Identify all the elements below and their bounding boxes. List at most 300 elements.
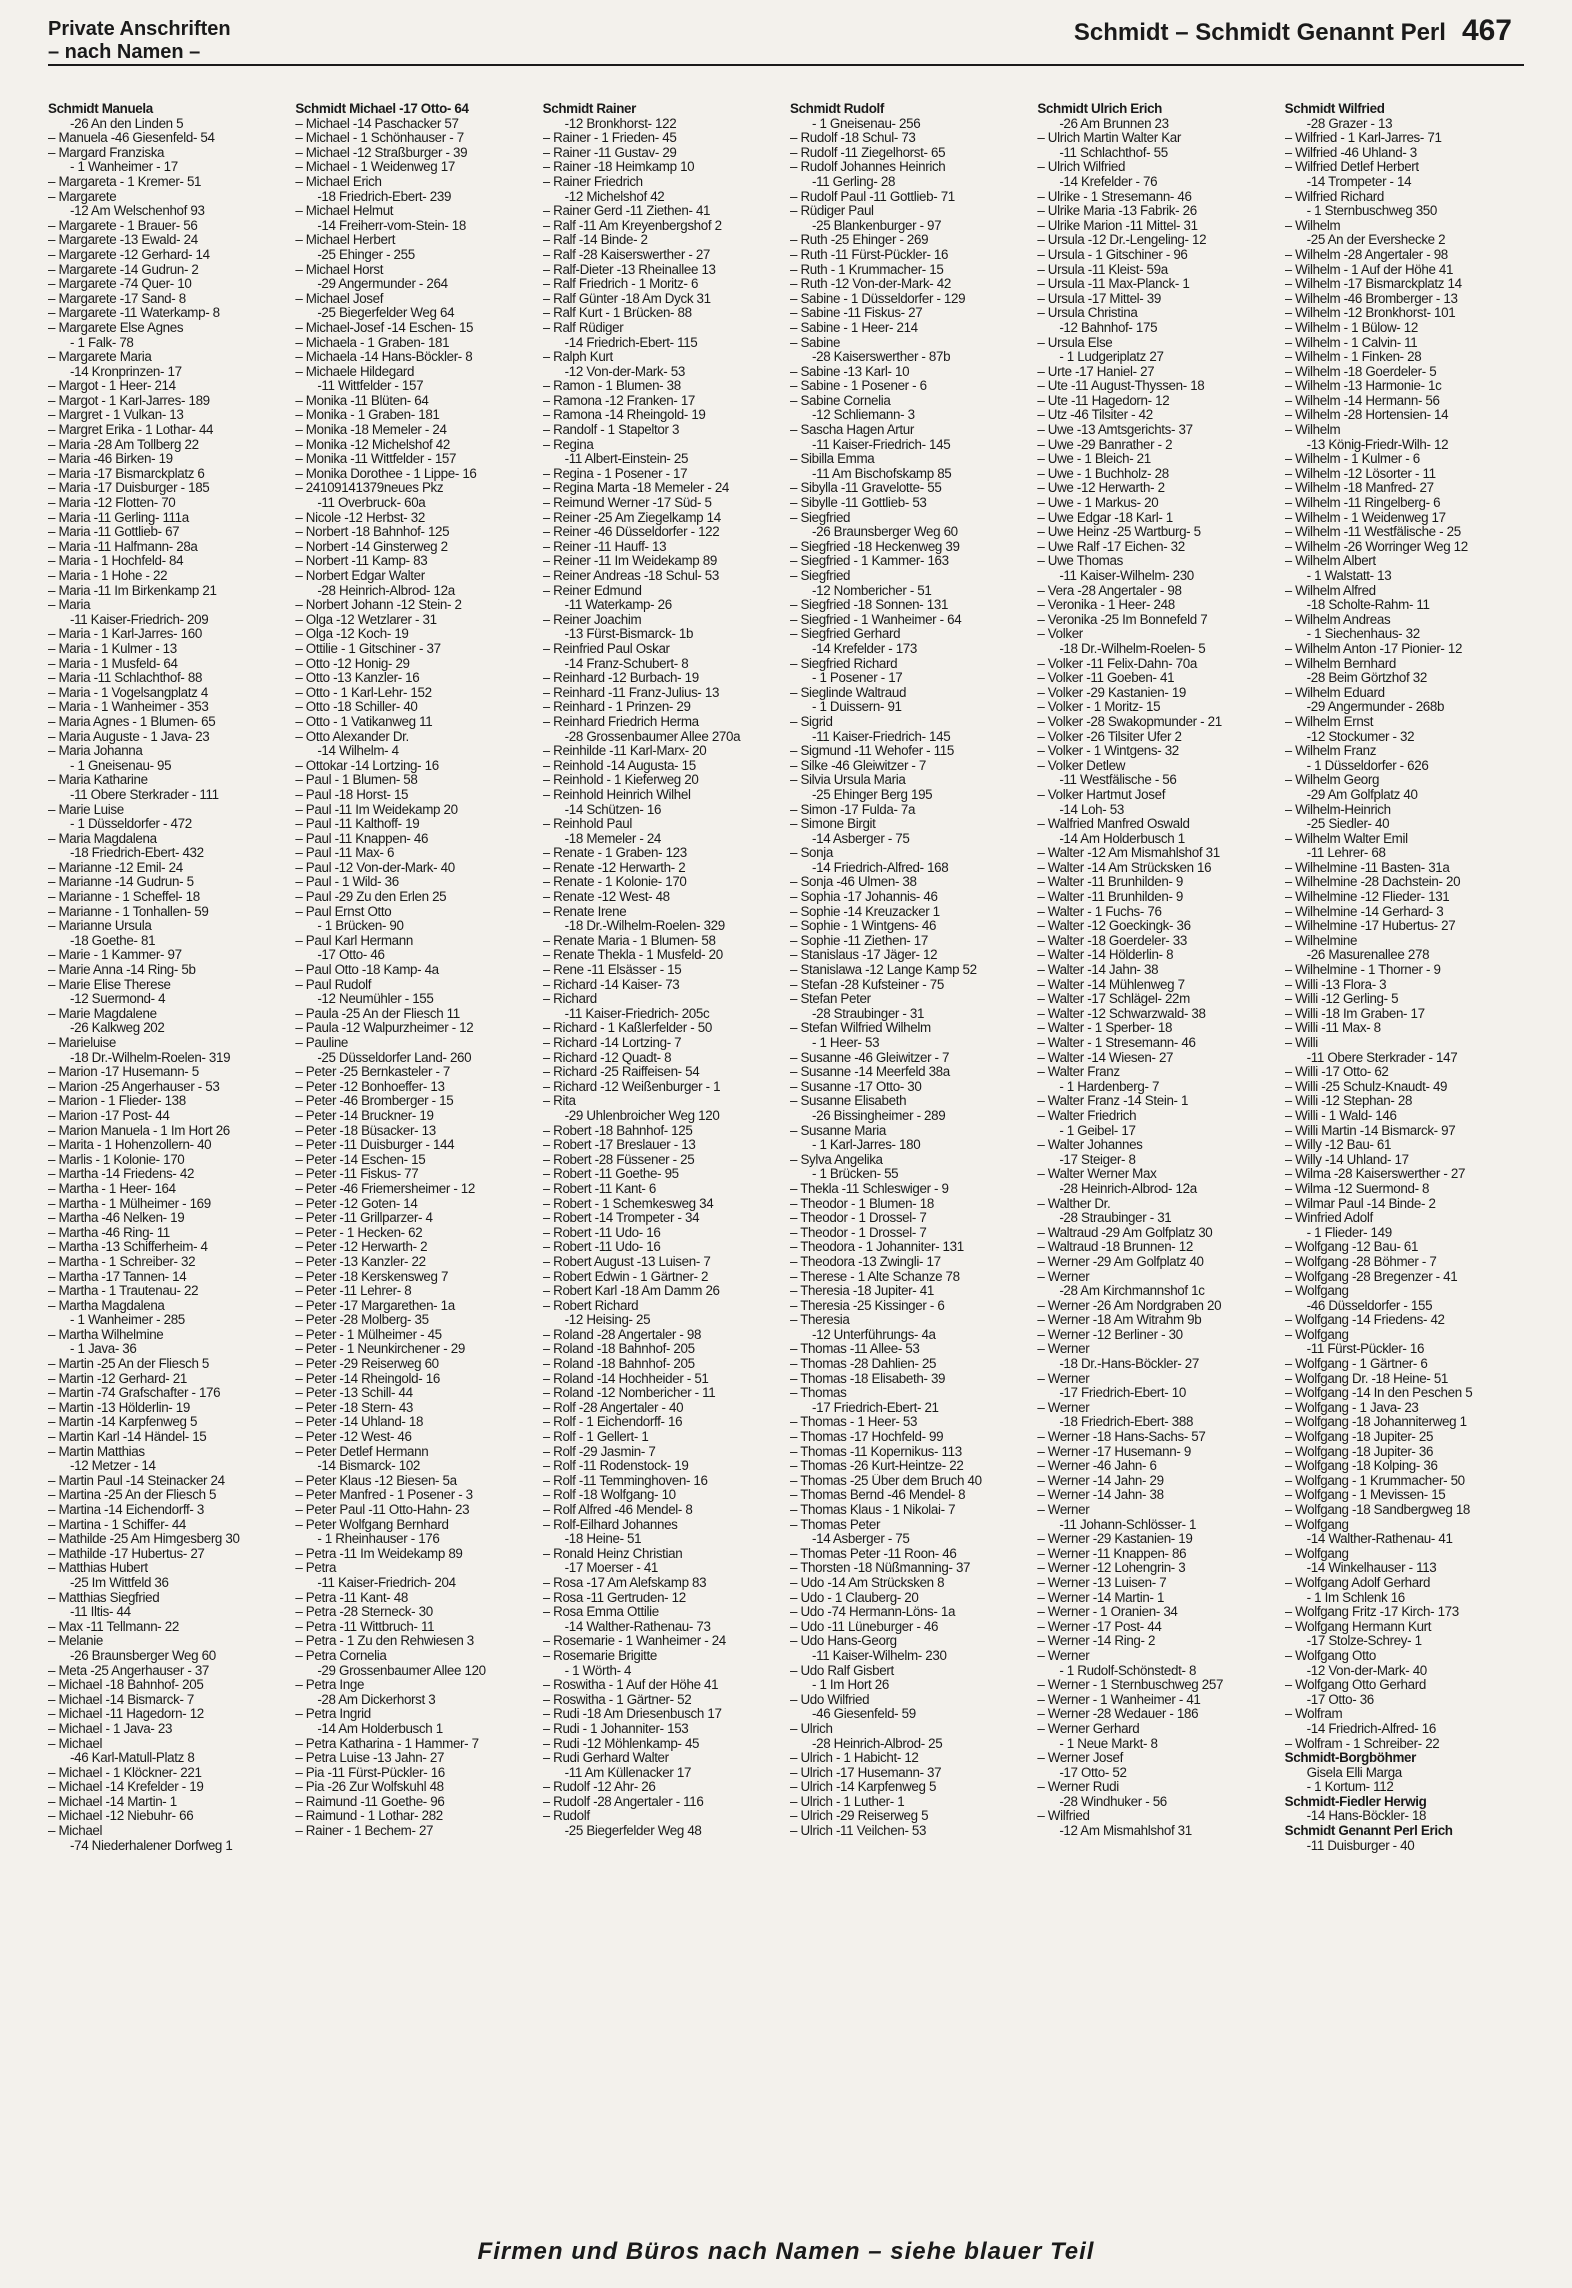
entry-line: – Walter -12 Am Mismahlshof 31 [1037,846,1220,861]
entry-line: – Martha -13 Schifferheim- 4 [48,1240,208,1255]
entry-line: – Norbert -14 Ginsterweg 2 [295,539,448,554]
entry-line: – Reimund Werner -17 Süd- 5 [542,496,712,511]
entry-address-line: -14 Loh- 53 [1059,802,1124,817]
page-number: 467 [1461,14,1512,47]
entry-line: – Wilhelm Albert [1284,554,1376,569]
entry-line: – Robert -11 Udo- 16 [542,1240,661,1255]
entry-line: – Simone Birgit [789,817,876,832]
entry-line: – Raimund - 1 Lothar- 282 [295,1809,443,1824]
entry-line: – Wolfgang Hermann Kurt [1284,1619,1432,1634]
entry-line: – Petra [295,1561,337,1576]
entry-line: – Peter Manfred - 1 Posener - 3 [295,1488,473,1503]
entry-address-line: -25 Ehinger Berg 195 [811,787,933,802]
listing-column [1285,102,1526,2142]
entry-line: – Udo -11 Lüneburger - 46 [789,1619,939,1634]
entry-address-line: -18 Goethe- 81 [70,933,156,948]
entry-line: – Michael -18 Bahnhof- 205 [48,1678,204,1693]
entry-address-line: -28 Am Kirchmannshof 1c [1059,1284,1205,1299]
entry-line: – Werner -29 Am Golfplatz 40 [1037,1254,1204,1269]
entry-line: – Marianne -14 Gudrun- 5 [48,875,194,890]
entry-line: – Uwe Ralf -17 Eichen- 32 [1037,539,1185,554]
entry-line: – Maria - 1 Hochfeld- 84 [48,554,184,569]
entry-line: – Peter -11 Fiskus- 77 [295,1167,419,1182]
entry-line: – Thekla -11 Schleswiger - 9 [789,1181,949,1196]
entry-address-line: -12 Am Welschenhof 93 [70,204,205,219]
entry-line: – Margarete -17 Sand- 8 [48,291,186,306]
entry-line: – Vera -28 Angertaler - 98 [1037,583,1182,598]
entry-address-line: -14 Hans-Böckler- 18 [1306,1809,1427,1824]
entry-line: – Wolfgang - 1 Mevissen- 15 [1284,1488,1446,1503]
entry-line: – Otto - 1 Vatikanweg 11 [295,714,433,729]
entry-line: – Peter -11 Lehrer- 8 [295,1284,412,1299]
entry-line: – Willi - 1 Wald- 146 [1284,1108,1397,1123]
entry-line: – Walter - 1 Stresemann- 46 [1037,1036,1196,1050]
entry-line: – Peter -17 Margarethen- 1a [295,1298,455,1313]
entry-line: – Walter -12 Schwarzwald- 38 [1037,1006,1206,1021]
entry-line: – Willy -14 Uhland- 17 [1284,1152,1409,1167]
entry-line: – Reiner -11 Hauff- 13 [542,539,667,554]
entry-line: – Manuela -46 Giesenfeld- 54 [48,131,215,146]
entry-line: – Maria -11 Gottlieb- 67 [48,525,180,540]
entry-line: – Ursula -17 Mittel- 39 [1037,291,1161,306]
entry-address-line: -14 Trompeter - 14 [1306,174,1412,189]
entry-line: – Silvia Ursula Maria [789,773,906,788]
entry-line: – Mathilde -25 Am Himgesberg 30 [48,1532,240,1547]
entry-line: – Rosemarie - 1 Wanheimer - 24 [542,1634,726,1649]
entry-line: – Roland -12 Nombericher - 11 [542,1386,716,1401]
entry-line: – Peter -14 Eschen- 15 [295,1152,426,1167]
entry-line: – Michael-Josef -14 Eschen- 15 [295,320,474,335]
entry-line: – Walter Franz [1037,1065,1120,1080]
entry-line: – Siegfried -18 Sonnen- 131 [789,598,949,613]
entry-line: – Maria -12 Flotten- 70 [48,496,176,511]
entry-line: – Peter -14 Uhland- 18 [295,1415,424,1430]
entry-address-line: - 1 Falk- 78 [70,335,134,350]
entry-line: – Peter Klaus -12 Biesen- 5a [295,1473,457,1488]
entry-line: – Theodor - 1 Blumen- 18 [789,1196,934,1211]
entry-line: – Monika Dorothee - 1 Lippe- 16 [295,466,477,481]
entry-line: – Petra Cornelia [295,1648,387,1663]
entry-line: – Urte -17 Haniel- 27 [1037,364,1155,379]
entry-line: – Reiner -46 Düsseldorfer - 122 [542,525,720,540]
entry-line: – Peter -46 Bromberger - 15 [295,1094,454,1109]
entry-line: – Maria -46 Birken- 19 [48,452,173,467]
listing-column [48,102,289,2142]
entry-line: – Wilhelm Georg [1284,773,1380,788]
entry-line: – Walter - 1 Fuchs- 76 [1037,904,1162,919]
entry-line: – Thomas -11 Kopernikus- 113 [789,1444,962,1459]
entry-line: – Walter -17 Schlägel- 22m [1037,992,1190,1007]
entry-line: – Rudolf -18 Schul- 73 [789,131,916,146]
entry-line: – Rolf - 1 Eichendorff- 16 [542,1415,683,1430]
entry-line: – Sabine [789,335,841,350]
entry-line: – Ralf -28 Kaiserswerther - 27 [542,247,711,262]
entry-address-line: -13 König-Friedr-Wilh- 12 [1306,437,1449,452]
entry-line: – Ruth - 1 Krummacher- 15 [789,262,944,277]
entry-line: – Uwe Heinz -25 Wartburg- 5 [1037,525,1201,540]
entry-address-line: -14 Schützen- 16 [564,802,662,817]
entry-address-line: -11 Albert-Einstein- 25 [564,452,689,467]
entry-line: – Udo -74 Hermann-Löns- 1a [789,1605,956,1620]
entry-line: – Martha Wilhelmine [48,1327,164,1342]
entry-address-line: -12 Nombericher - 51 [811,583,932,598]
entry-line: – Siegfried - 1 Kammer- 163 [789,554,949,569]
entry-line: – Wolfgang -18 Jupiter- 25 [1284,1430,1434,1445]
entry-line: – Renate -12 West- 48 [542,890,670,905]
entry-line: – Wolfgang Otto [1284,1648,1376,1663]
entry-line: – Michael -12 Straßburger - 39 [295,145,468,160]
entry-line: – Paul -12 Von-der-Mark- 40 [295,860,455,875]
entry-line: – Uwe -29 Banrather - 2 [1037,437,1173,452]
entry-line: – Paula -12 Walpurzheimer - 12 [295,1021,474,1036]
entry-line: – Martina -14 Eichendorff- 3 [48,1503,204,1517]
entry-address-line: -14 Winkelhauser - 113 [1306,1561,1437,1576]
entry-line: – Paul - 1 Wild- 36 [295,875,399,890]
entry-address-line: -17 Friedrich-Ebert- 10 [1059,1386,1186,1401]
entry-address-line: -14 Bismarck- 102 [317,1459,421,1474]
entry-address-line: -12 Metzer - 14 [70,1459,156,1474]
entry-line: – Maria - 1 Karl-Jarres- 160 [48,627,202,642]
entry-line: – Ursula -11 Max-Planck- 1 [1037,277,1190,292]
entry-line: – Marieluise [48,1036,116,1050]
entry-line: – Simon -17 Fulda- 7a [789,802,916,817]
entry-line: – Theodora -13 Zwingli- 17 [789,1254,941,1269]
entry-address-line: -25 An der Eversheckе 2 [1306,233,1446,248]
entry-line: – Rolf -11 Rodenstock- 19 [542,1459,689,1474]
entry-line: – Rene -11 Elsässer - 15 [542,963,682,978]
entry-line: – Regina - 1 Posener - 17 [542,466,688,481]
entry-address-line: - 1 Rudolf-Schönstedt- 8 [1059,1663,1197,1678]
entry-line: – Wilhelm -13 Harmonie- 1c [1284,379,1442,394]
entry-line: – Ulrich - 1 Habicht- 12 [789,1751,919,1766]
entry-line: – Margret - 1 Vulkan- 13 [48,408,184,423]
entry-address-line: -14 Kronprinzen- 17 [70,364,182,379]
entry-line: – Pia -26 Zur Wolfskuhl 48 [295,1780,444,1795]
entry-line: – Udo -14 Am Strücksken 8 [789,1575,945,1590]
entry-line: – Margarete -14 Gudrun- 2 [48,262,199,277]
entry-address-line: -18 Memeler - 24 [564,831,662,846]
entry-line: – Peter -11 Duisburger - 144 [295,1138,455,1153]
entry-line: – Willi [1284,1036,1318,1050]
entry-line: – Willi -12 Gerling- 5 [1284,992,1399,1007]
entry-address-line: -14 Krefelder - 76 [1059,174,1158,189]
entry-line: – Volker - 1 Wintgens- 32 [1037,744,1179,759]
entry-line: – Willi -17 Otto- 62 [1284,1065,1389,1080]
entry-head-line: Schmidt Rudolf [789,102,885,116]
entry-line: – Renate - 1 Graben- 123 [542,846,687,861]
entry-address-line: -14 Walther-Rathenau- 73 [564,1619,711,1634]
entry-line: – Siegfried [789,569,851,583]
entry-line: – Marie - 1 Kammer- 97 [48,948,182,963]
entry-address-line: -29 Grossenbaumer Allee 120 [317,1663,486,1678]
entry-line: – Robert August -13 Luisen- 7 [542,1254,711,1269]
entry-line: – Richard [542,992,597,1007]
entry-line: – Peter -14 Rheingold- 16 [295,1371,440,1386]
entry-line: – Werner -18 Hans-Sachs- 57 [1037,1430,1206,1445]
entry-line: – Walter -11 Brunhilden- 9 [1037,890,1184,905]
entry-line: – Wilhelmine - 1 Thorner - 9 [1284,963,1441,978]
entry-line: – Wolfgang -12 Bau- 61 [1284,1240,1419,1255]
entry-line: – Wilhelm Anton -17 Pionier- 12 [1284,641,1463,656]
entry-line: – Michael Helmut [295,204,394,219]
entry-address-line: -11 Am Bischofskamp 85 [811,466,952,481]
entry-line: – Martina -25 An der Fliesch 5 [48,1488,217,1503]
entry-line: – Ulrike Maria -13 Fabrik- 26 [1037,204,1197,219]
entry-line: – Martha -46 Nelken- 19 [48,1211,185,1226]
entry-line: – Reiner -25 Am Ziegelkamp 14 [542,510,721,525]
entry-line: – Sonja -46 Ulmen- 38 [789,875,917,890]
entry-line: – Wolfgang -14 Friedens- 42 [1284,1313,1445,1328]
entry-address-line: -11 Fürst-Pückler- 16 [1306,1342,1425,1357]
entry-line: – Wolfgang [1284,1517,1349,1532]
entry-line: – Peter - 1 Hecken- 62 [295,1225,423,1240]
entry-line: – Maria -11 Halfmann- 28a [48,539,198,554]
entry-address-line: -28 Am Dickerhorst 3 [317,1692,436,1707]
entry-line: – Reinhilde -11 Karl-Marx- 20 [542,744,707,759]
entry-line: – Norbert -11 Kamp- 83 [295,554,428,569]
entry-line: – Reinhold -14 Augusta- 15 [542,758,696,773]
entry-line: – Martin -13 Hölderlin- 19 [48,1400,190,1415]
entry-line: – Roland -14 Hochheider - 51 [542,1371,709,1386]
entry-line: – Robert -18 Bahnhof- 125 [542,1123,693,1138]
entry-head-line: Schmidt Rainer [542,102,636,116]
entry-line: – Ulrike - 1 Stresemann- 46 [1037,189,1192,204]
entry-line: – Margarete -11 Waterkamp- 8 [48,306,220,321]
entry-line: – Marion -17 Post- 44 [48,1108,170,1123]
entry-line: – Peter -28 Molberg- 35 [295,1313,429,1328]
entry-line: – Susanne Maria [789,1123,886,1138]
entry-line: – Volker -29 Kastanien- 19 [1037,685,1187,700]
entry-line: – Melanie [48,1634,103,1649]
entry-address-line: -28 Straubinger - 31 [811,1006,925,1021]
entry-line: – Olga -12 Wetzlarer - 31 [295,612,437,627]
entry-line: – Peter -11 Grillparzer- 4 [295,1211,433,1226]
entry-line: – Veronika -25 Im Bonnefeld 7 [1037,612,1208,627]
entry-line: – Wilhelmine -14 Gerhard- 3 [1284,904,1444,919]
entry-address-line: - 1 Wanheimer - 17 [70,160,178,175]
entry-address-line: - 1 Düsseldorfer - 472 [70,817,192,832]
entry-line: – Paul Ernst Otto [295,904,392,919]
entry-address-line: -25 Biegerfelder Weg 64 [317,306,455,321]
entry-line: – Uwe - 1 Bleich- 21 [1037,452,1151,467]
entry-address-line: -12 Michelshof 42 [564,189,665,204]
entry-line: – Stanislawa -12 Lange Kamp 52 [789,963,977,978]
entry-line: – Rainer Gerd -11 Ziethen- 41 [542,204,711,219]
entry-line: – Renate -12 Herwarth- 2 [542,860,686,875]
entry-line: – Martin -25 An der Fliesch 5 [48,1357,210,1372]
entry-line: – Theresia -25 Kissinger - 6 [789,1298,945,1313]
entry-address-line: -14 Krefelder - 173 [811,641,917,656]
entry-line: – Ursula - 1 Gitschiner - 96 [1037,247,1188,262]
entry-line: – Ralf Günter -18 Am Dyck 31 [542,291,711,306]
entry-line: – Wilhelm Ernst [1284,714,1374,729]
entry-line: – Regina [542,437,594,452]
entry-address-line: -11 Iltis- 44 [70,1605,131,1620]
entry-line: – Monika - 1 Graben- 181 [295,408,440,423]
entry-line: – Volker Hartmut Josef [1037,787,1166,802]
entry-line: – Richard -25 Raiffeisen- 54 [542,1065,700,1080]
entry-address-line: -18 Heine- 51 [564,1532,642,1547]
entry-line: – Margarete -74 Quer- 10 [48,277,192,292]
entry-line: – Richard -12 Weißenburger - 1 [542,1079,721,1094]
entry-line: – Walter Franz -14 Stein- 1 [1037,1094,1189,1109]
entry-line: – Susanne -46 Gleiwitzer - 7 [789,1050,950,1065]
entry-address-line: -11 Schlachthof- 55 [1059,145,1168,160]
entry-line: – Monika -11 Blüten- 64 [295,393,429,408]
entry-address-line: -11 Kaiser-Wilhelm- 230 [811,1648,947,1663]
entry-line: – Olga -12 Koch- 19 [295,627,409,642]
entry-line: – Therese - 1 Alte Schanze 78 [789,1269,960,1284]
entry-line: – Willi -12 Stephan- 28 [1284,1094,1413,1109]
entry-line: – Paul -11 Im Weidekamp 20 [295,802,458,817]
entry-line: – Wilhelmine -17 Hubertus- 27 [1284,919,1456,934]
entry-line: – Peter -13 Schill- 44 [295,1386,413,1401]
entry-line: – Robert -11 Udo- 16 [542,1225,661,1240]
entry-address-line: -17 Steiger- 8 [1059,1152,1136,1167]
entry-line: – Werner -17 Post- 44 [1037,1619,1162,1634]
entry-line: – Werner [1037,1342,1090,1357]
entry-line: – Paul Otto -18 Kamp- 4a [295,963,439,978]
entry-line: – Wilhelm - 1 Auf der Höhe 41 [1284,262,1454,277]
entry-line: – Maria - 1 Hohe - 22 [48,569,168,583]
entry-address-line: -12 Neumühler - 155 [317,992,434,1007]
entry-line: – Rüdiger Paul [789,204,874,219]
entry-line: – Veronika - 1 Heer- 248 [1037,598,1175,613]
entry-address-line: -29 Angermunder - 268b [1306,700,1445,715]
entry-line: – Theodor - 1 Drossel- 7 [789,1211,927,1226]
entry-line: – Walter -18 Goerdeler- 33 [1037,933,1187,948]
entry-line: – Peter -12 West- 46 [295,1430,412,1445]
entry-line: – Wolfgang -28 Bregenzer - 41 [1284,1269,1458,1284]
entry-line: – Peter -12 Goten- 14 [295,1196,418,1211]
entry-line: – Raimund -11 Goethe- 96 [295,1794,445,1809]
entry-line: – Wilhelm - 1 Weidenweg 17 [1284,510,1446,525]
entry-address-line: -14 Am Holderbusch 1 [1059,831,1185,846]
entry-line: – Ruth -25 Ehinger - 269 [789,233,929,248]
entry-line: – Margarete [48,189,117,204]
entry-line: – Wilhelm [1284,423,1341,438]
entry-line: – Martha - 1 Trautenau- 22 [48,1284,199,1299]
entry-line: – Thomas -17 Hochfeld- 99 [789,1430,944,1445]
entry-line: – Werner [1037,1648,1090,1663]
entry-line: – Willy -12 Bau- 61 [1284,1138,1392,1153]
entry-line: – Ruth -11 Fürst-Pückler- 16 [789,247,949,262]
entry-address-line: -12 Bahnhof- 175 [1059,320,1158,335]
entry-line: – Wolfgang - 1 Gärtner- 6 [1284,1357,1428,1372]
entry-line: – Petra -28 Sterneck- 30 [295,1605,433,1620]
entry-line: – Marion Manuela - 1 Im Hort 26 [48,1123,230,1138]
entry-line: – Sophie - 1 Wintgens- 46 [789,919,937,934]
entry-line: – Thomas - 1 Heer- 53 [789,1415,918,1430]
entry-head-line: Schmidt-Fiedler Herwig [1284,1794,1427,1809]
entry-line: – Renate Maria - 1 Blumen- 58 [542,933,716,948]
entry-address-line: -25 Siedler- 40 [1306,817,1390,832]
entry-address-line: -18 Scholte-Rahm- 11 [1306,598,1430,613]
entry-line: – Wolfgang [1284,1546,1349,1561]
entry-line: – Rainer -11 Gustav- 29 [542,145,677,160]
entry-line: – Werner Gerhard [1037,1721,1140,1736]
entry-line: – Nicole -12 Herbst- 32 [295,510,425,525]
entry-line: – Reinhard Friedrich Herma [542,714,699,729]
entry-line: – Rudolf -11 Ziegelhorst- 65 [789,145,946,160]
entry-address-line: - 1 Siechenhaus- 32 [1306,627,1420,642]
entry-line: – Wilhelm -28 Angertaler - 98 [1284,247,1448,262]
entry-line: – Stefan -28 Kufsteiner - 75 [789,977,944,992]
entry-line: – Sabine - 1 Heer- 214 [789,320,918,335]
entry-address-line: -14 Am Holderbusch 1 [317,1721,443,1736]
entry-address-line: -14 Franz-Schubert- 8 [564,656,689,671]
entry-line: – Marianne Ursula [48,919,152,934]
entry-line: – Petra Luise -13 Jahn- 27 [295,1751,445,1766]
entry-line: – Werner -14 Ring- 2 [1037,1634,1156,1649]
entry-line: – Wilhelm -14 Hermann- 56 [1284,393,1440,408]
entry-line: – Maria -11 Schlachthof- 88 [48,671,203,686]
entry-line: – Martina - 1 Schiffer- 44 [48,1517,187,1532]
entry-line: – Ralf -14 Binde- 2 [542,233,648,248]
entry-line: – Michaela - 1 Graben- 181 [295,335,450,350]
entry-line: – Sigmund -11 Wehofer - 115 [789,744,954,759]
entry-line: – Werner -12 Berliner - 30 [1037,1327,1183,1342]
entry-line: – Mathilde -17 Hubertus- 27 [48,1546,205,1561]
entry-address-line: -17 Moerser - 41 [564,1561,659,1576]
entry-head-line: Schmidt Ulrich Erich [1037,102,1163,116]
entry-line: – Werner -28 Wedauer - 186 [1037,1707,1199,1722]
entry-line: – Martin -74 Grafschafter - 176 [48,1386,221,1401]
entry-address-line: -11 Lehrer- 68 [1306,846,1386,861]
entry-line: – Sabine - 1 Posener - 6 [789,379,927,394]
entry-line: – Sibylla -11 Gravelotte- 55 [789,481,942,496]
entry-line: – Peter -14 Bruckner- 19 [295,1108,434,1123]
entry-address-line: -14 Friedrich-Alfred- 16 [1306,1721,1436,1736]
entry-line: – Siegfried - 1 Wanheimer - 64 [789,612,962,627]
entry-line: – Ulrich -17 Husemann- 37 [789,1765,942,1780]
entry-address-line: -29 Uhlenbroicher Weg 120 [564,1108,720,1123]
entry-address-line: -18 Dr.-Hans-Böckler- 27 [1059,1357,1200,1372]
entry-line: – Rolf -29 Jasmin- 7 [542,1444,656,1459]
entry-line: – Rudi -12 Möhlenkamp- 45 [542,1736,700,1751]
entry-address-line: -14 Friedrich-Ebert- 115 [564,335,698,350]
entry-line: – Peter - 1 Neunkirchener - 29 [295,1342,465,1357]
entry-line: – Wilhelm -12 Lösorter - 11 [1284,466,1436,481]
entry-line: – Werner -13 Luisen- 7 [1037,1575,1167,1590]
entry-line: – Werner - 1 Wanheimer - 41 [1037,1692,1201,1707]
entry-line: – Werner [1037,1371,1090,1386]
entry-address-line: -17 Otto- 46 [317,948,385,963]
entry-line: – Udo Hans-Georg [789,1634,897,1649]
entry-line: – Maria -11 Im Birkenkamp 21 [48,583,217,598]
entry-address-line: -11 Kaiser-Friedrich- 209 [70,612,209,627]
entry-line: – Rosa -17 Am Alefskamp 83 [542,1575,707,1590]
entry-line: – Wilhelm -18 Manfred- 27 [1284,481,1434,496]
page-header [0,0,1572,98]
entry-line: – Maria - 1 Musfeld- 64 [48,656,178,671]
entry-address-line: - 1 Im Schlenk 16 [1306,1590,1405,1605]
entry-line: – Otto -13 Kanzler- 16 [295,671,420,686]
entry-line: – Roswitha - 1 Auf der Höhe 41 [542,1678,719,1693]
section-title-line2: – nach Namen – [48,41,201,63]
entry-address-line: -28 Heinrich-Albrod- 25 [811,1736,943,1751]
entry-line: – Volker -11 Felix-Dahn- 70a [1037,656,1197,671]
entry-line: – Meta -25 Angerhauser - 37 [48,1663,210,1678]
entry-line: – Sonja [789,846,833,861]
entry-line: – Renate Thekla - 1 Musfeld- 20 [542,948,723,963]
entry-line: – Wolfgang Fritz -17 Kirch- 173 [1284,1605,1459,1620]
entry-line: – Roland -28 Angertaler - 98 [542,1327,702,1342]
entry-line: – Wilhelmine [1284,933,1358,948]
entry-line: – Wolfgang -18 Johanniterweg 1 [1284,1415,1467,1430]
entry-address-line: -17 Otto- 52 [1059,1765,1127,1780]
entry-line: – Thomas Peter -11 Roon- 46 [789,1546,957,1561]
